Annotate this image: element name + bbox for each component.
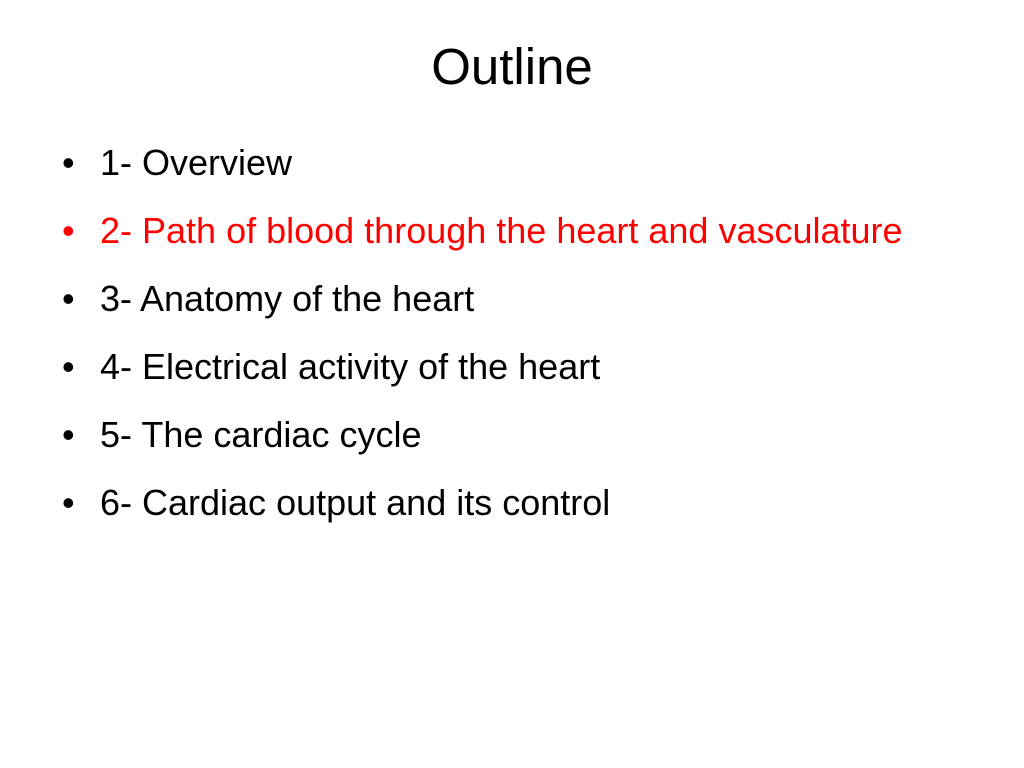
outline-item-5 [62,412,922,457]
outline-item-text: 2- Path of blood through the heart and vasculature [100,210,903,251]
outline-item-text: 4- Electrical activity of the heart [100,346,601,387]
outline-item-text: 3- Anatomy of the heart [100,278,475,319]
outline-item-text: 6- Cardiac output and its control [100,482,611,523]
outline-item-1 [62,140,922,185]
outline-list [62,140,922,548]
bullet-icon: • [62,210,75,251]
outline-item-text: 5- The cardiac cycle [100,414,422,455]
outline-item-6 [62,480,922,525]
outline-item-text: 1- Overview [100,142,293,183]
bullet-icon: • [62,278,75,319]
bullet-icon: • [62,482,75,523]
slide-title: Outline [431,38,593,95]
outline-item-2 [62,208,922,253]
outline-item-4 [62,344,922,389]
bullet-icon: • [62,142,75,183]
bullet-icon: • [62,414,75,455]
outline-item-3 [62,276,922,321]
bullet-icon: • [62,346,75,387]
